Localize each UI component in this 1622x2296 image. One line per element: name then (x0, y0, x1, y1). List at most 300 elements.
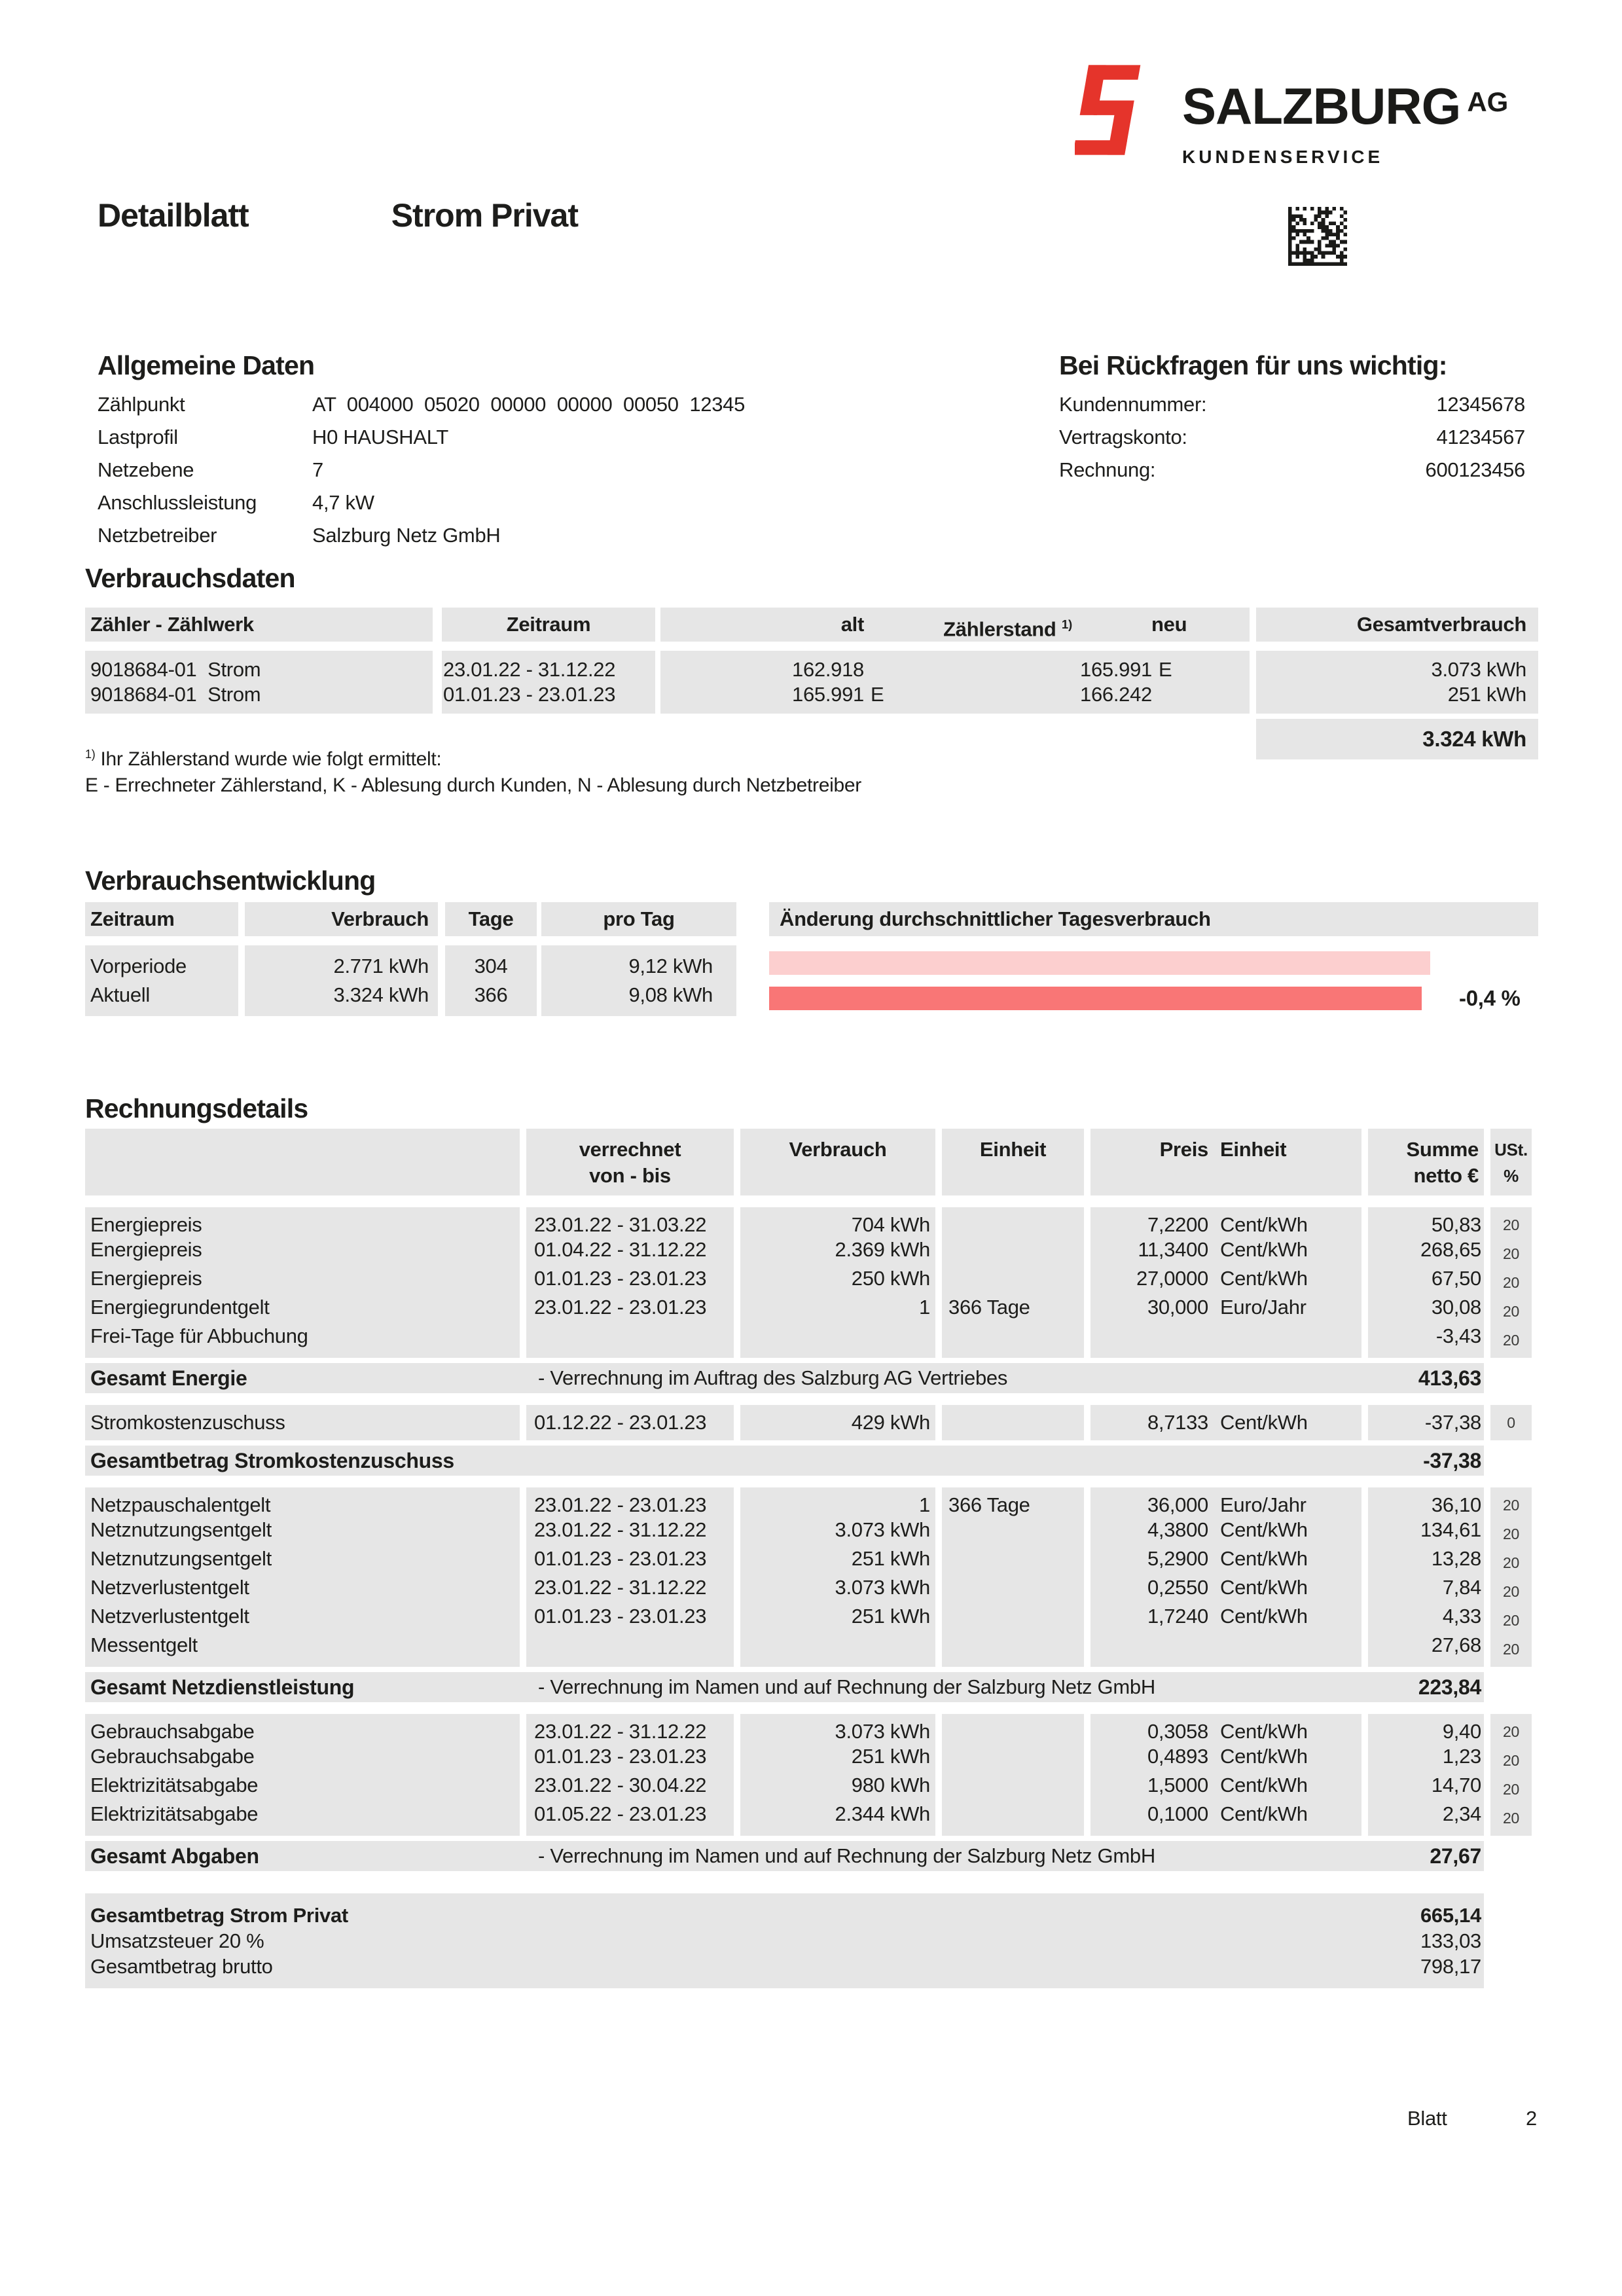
section-rechnungsdetails (85, 1093, 1538, 1988)
col-header-zaehlerstand (864, 608, 1151, 642)
preis-cell (1090, 1266, 1361, 1295)
position-label: Netznutzungsentgelt (85, 1546, 520, 1575)
field-value: 600123456 (1425, 458, 1525, 481)
preis-label: Preis (1159, 1138, 1208, 1161)
invoice-row (85, 1324, 1538, 1358)
summe-cell: -3,43 (1368, 1324, 1484, 1358)
ust-cell: 20 (1490, 1633, 1532, 1667)
salzburg-ag-logo-icon (1075, 64, 1161, 156)
rueckfragen-list (1059, 388, 1525, 486)
summe-cell: 4,33 (1368, 1604, 1484, 1633)
preis-value: 5,2900 (1147, 1547, 1208, 1570)
field-value: H0 HAUSHALT (312, 426, 449, 448)
preis-cell (1090, 1487, 1361, 1518)
summary-value: 665,14 (1420, 1904, 1481, 1927)
menge-cell: 251 kWh (740, 1546, 935, 1575)
menge-cell: 2.369 kWh (740, 1237, 935, 1266)
einheit-cell (942, 1237, 1084, 1266)
list-item (98, 454, 981, 486)
header-line: netto € (1413, 1164, 1479, 1187)
reading-neu: 166.242 (1080, 683, 1152, 706)
menge-cell: 1 (740, 1487, 935, 1518)
position-label: Elektrizitätsabgabe (85, 1773, 520, 1802)
invoice-row (85, 1575, 1538, 1604)
period-cell: 01.12.22 - 23.01.23 (526, 1405, 734, 1440)
total-value: -37,38 (1423, 1448, 1481, 1472)
field-label: Netzbetreiber (98, 524, 217, 547)
data-matrix-code (1288, 207, 1347, 266)
col-header-meter: Zähler - Zählwerk (85, 608, 433, 642)
header-line: verrechnet (579, 1138, 681, 1161)
preis-value: 11,3400 (1138, 1238, 1208, 1261)
ust-cell: 20 (1490, 1518, 1532, 1546)
spacer (1181, 682, 1250, 707)
reading-neu: 165.991 (1080, 658, 1152, 681)
col-header-preis (1090, 1129, 1361, 1195)
summe-cell: 30,08 (1368, 1295, 1484, 1324)
list-item (98, 388, 981, 421)
total-value: 413,63 (1418, 1366, 1481, 1390)
einheit-cell (942, 1802, 1084, 1836)
footer-label: Blatt (1407, 2107, 1447, 2130)
period-cell: 23.01.22 - 23.01.23 (526, 1487, 734, 1518)
summe-cell: 2,34 (1368, 1802, 1484, 1836)
field-label: Netzebene (98, 458, 194, 481)
invoice-row (85, 1714, 1538, 1744)
einheit-cell (942, 1773, 1084, 1802)
brand-header (1075, 64, 1508, 168)
total-label: Gesamt Energie (90, 1366, 247, 1390)
ust-cell: 20 (1490, 1266, 1532, 1295)
period-cell: 23.01.22 - 31.12.22 (526, 1714, 734, 1744)
einheit-cell (942, 1207, 1084, 1237)
preis-value: 30,000 (1147, 1296, 1208, 1319)
preis-value (1090, 1324, 1208, 1353)
menge-cell: 704 kWh (740, 1207, 935, 1237)
verbrauch-cell: 2.771 kWh (245, 945, 438, 981)
preis-cell (1090, 1604, 1361, 1633)
product-title: Strom Privat (391, 197, 579, 234)
preis-einheit: Euro/Jahr (1220, 1296, 1307, 1319)
field-value: 7 (312, 458, 323, 481)
preis-value: 27,0000 (1136, 1267, 1208, 1290)
position-label: Netznutzungsentgelt (85, 1518, 520, 1546)
invoice-row (85, 1405, 1538, 1440)
position-label: Stromkostenzuschuss (85, 1405, 520, 1440)
einheit-cell (942, 1518, 1084, 1546)
col-header-period: Zeitraum (442, 608, 655, 642)
section-total-row (85, 1672, 1484, 1702)
preis-value: 0,3058 (1147, 1720, 1208, 1743)
einheit-cell (942, 1546, 1084, 1575)
invoice-section-abgaben (85, 1714, 1538, 1871)
brand-subline: KUNDENSERVICE (1182, 147, 1384, 167)
invoice-summary (85, 1893, 1484, 1988)
menge-cell (740, 1633, 935, 1667)
invoice-row (85, 1207, 1538, 1237)
table-row (85, 981, 1538, 1016)
preis-cell (1090, 1744, 1361, 1773)
verbrauchsdaten-body (85, 651, 1538, 714)
invoice-row (85, 1633, 1538, 1667)
invoice-rows (85, 1714, 1538, 1836)
ust-cell: 20 (1490, 1487, 1532, 1518)
summe-cell: 268,65 (1368, 1237, 1484, 1266)
invoice-section-energie (85, 1207, 1538, 1393)
reading-alt-flag: E (871, 683, 884, 706)
preis-value (1090, 1633, 1208, 1662)
period-cell: 01.04.22 - 31.12.22 (526, 1237, 734, 1266)
section-heading: Allgemeine Daten (98, 350, 315, 380)
zaehlerstand-label: Zählerstand (943, 617, 1056, 641)
period-cell (526, 1324, 734, 1358)
field-label: Zählpunkt (98, 393, 185, 416)
footnote-ref: 1) (1061, 617, 1072, 631)
invoice-row (85, 1546, 1538, 1575)
invoice-rows (85, 1405, 1538, 1440)
field-value: 41234567 (1436, 426, 1525, 448)
invoice-row (85, 1518, 1538, 1546)
preis-cell (1090, 1802, 1361, 1836)
position-label: Energiepreis (85, 1207, 520, 1237)
summe-cell: 13,28 (1368, 1546, 1484, 1575)
col-header-gesamtverbrauch: Gesamtverbrauch (1256, 608, 1538, 642)
preis-value: 4,3800 (1147, 1518, 1208, 1541)
einheit-cell (942, 1633, 1084, 1667)
preis-value: 7,2200 (1147, 1213, 1208, 1236)
change-percentage-label: -0,4 % (1459, 986, 1521, 1010)
ust-cell: 20 (1490, 1744, 1532, 1773)
header-line: % (1504, 1166, 1519, 1186)
list-item (1059, 421, 1525, 454)
col-header-zeitraum: Zeitraum (85, 902, 238, 936)
total-note: - Verrechnung im Auftrag des Salzburg AG Vertriebes (538, 1366, 1008, 1389)
preis-value: 8,7133 (1147, 1411, 1208, 1434)
period-cell (526, 1633, 734, 1667)
header-line: Summe (1406, 1138, 1479, 1161)
total-label: Gesamt Netzdienstleistung (90, 1675, 355, 1699)
col-header-einheit: Einheit (942, 1129, 1084, 1195)
brand-suffix: AG (1467, 86, 1509, 117)
preis-cell (1090, 1575, 1361, 1604)
invoice-row (85, 1237, 1538, 1266)
col-header-verrechnet (526, 1129, 734, 1195)
zeitraum-cell: Aktuell (85, 981, 238, 1016)
menge-cell: 250 kWh (740, 1266, 935, 1295)
einheit-cell (942, 1405, 1084, 1440)
field-value: AT 004000 05020 00000 00000 00050 12345 (312, 393, 746, 416)
readings-cell (660, 682, 1250, 714)
summe-cell: 134,61 (1368, 1518, 1484, 1546)
summe-cell: 9,40 (1368, 1714, 1484, 1744)
period-cell: 01.01.23 - 23.01.23 (442, 682, 655, 714)
col-header-verbrauch: Verbrauch (245, 902, 438, 936)
menge-cell: 251 kWh (740, 1604, 935, 1633)
einheit-cell (942, 1604, 1084, 1633)
list-item (98, 486, 981, 519)
menge-cell: 3.073 kWh (740, 1575, 935, 1604)
position-label: Netzverlustentgelt (85, 1575, 520, 1604)
summe-cell: 36,10 (1368, 1487, 1484, 1518)
menge-cell: 980 kWh (740, 1773, 935, 1802)
section-heading: Rechnungsdetails (85, 1093, 308, 1123)
preis-value: 0,1000 (1147, 1802, 1208, 1825)
period-cell: 23.01.22 - 30.04.22 (526, 1773, 734, 1802)
menge-cell: 429 kWh (740, 1405, 935, 1440)
einheit-cell (942, 1266, 1084, 1295)
footnote-ref: 1) (85, 748, 96, 761)
position-label: Gebrauchsabgabe (85, 1744, 520, 1773)
ust-cell: 20 (1490, 1773, 1532, 1802)
summary-label: Gesamtbetrag Strom Privat (90, 1904, 348, 1927)
period-cell: 23.01.22 - 31.12.22 (526, 1575, 734, 1604)
position-label: Netzpauschalentgelt (85, 1487, 520, 1518)
pro-tag-cell: 9,08 kWh (541, 981, 736, 1016)
col-header-verbrauch: Verbrauch (740, 1129, 935, 1195)
invoice-section-stromkostenzuschuss (85, 1405, 1538, 1476)
ust-cell: 20 (1490, 1714, 1532, 1744)
invoice-row (85, 1802, 1538, 1836)
bar-track (769, 951, 1430, 975)
bar-cell (769, 981, 1538, 1016)
einheit-cell: 366 Tage (942, 1295, 1084, 1324)
preis-einheit: Cent/kWh (1220, 1745, 1308, 1768)
menge-cell: 251 kWh (740, 1744, 935, 1773)
position-label: Messentgelt (85, 1633, 520, 1667)
total-value: 27,67 (1430, 1844, 1481, 1868)
preis-einheit-label: Einheit (1220, 1138, 1287, 1161)
position-label: Gebrauchsabgabe (85, 1714, 520, 1744)
verbrauch-cell: 3.324 kWh (245, 981, 438, 1016)
ust-cell: 0 (1490, 1405, 1532, 1440)
einheit-cell (942, 1575, 1084, 1604)
summe-cell: -37,38 (1368, 1405, 1484, 1440)
preis-cell (1090, 1237, 1361, 1266)
position-label: Elektrizitätsabgabe (85, 1802, 520, 1836)
menge-cell: 3.073 kWh (740, 1714, 935, 1744)
doc-type-title: Detailblatt (98, 197, 249, 234)
preis-einheit: Cent/kWh (1220, 1213, 1308, 1236)
ust-cell: 20 (1490, 1575, 1532, 1604)
col-header-empty (85, 1129, 520, 1195)
preis-cell (1090, 1518, 1361, 1546)
preis-einheit: Cent/kWh (1220, 1547, 1308, 1570)
invoice-row (85, 1266, 1538, 1295)
total-label: Gesamtbetrag Stromkostenzuschuss (90, 1448, 454, 1472)
period-cell: 01.01.23 - 23.01.23 (526, 1266, 734, 1295)
reading-neu-flag (1152, 682, 1181, 707)
col-header-ust (1490, 1129, 1532, 1195)
summary-label: Gesamtbetrag brutto (90, 1955, 273, 1978)
field-label: Rechnung: (1059, 458, 1156, 481)
einheit-cell: 366 Tage (942, 1487, 1084, 1518)
ust-cell: 20 (1490, 1237, 1532, 1266)
period-cell: 23.01.22 - 31.12.22 (442, 651, 655, 682)
pro-tag-cell: 9,12 kWh (541, 945, 736, 981)
preis-einheit: Cent/kWh (1220, 1411, 1308, 1434)
period-cell: 01.01.23 - 23.01.23 (526, 1604, 734, 1633)
field-value: 12345678 (1436, 393, 1525, 416)
total-value: 223,84 (1418, 1675, 1481, 1699)
position-label: Frei-Tage für Abbuchung (85, 1324, 520, 1358)
preis-cell (1090, 1295, 1361, 1324)
footnote-line-1 (85, 741, 1256, 773)
preis-value: 0,4893 (1147, 1745, 1208, 1768)
gesamtverbrauch-total: 3.324 kWh (1256, 719, 1538, 759)
section-verbrauchsdaten (85, 563, 1538, 799)
section-total-row (85, 1363, 1484, 1393)
invoice-row (85, 1773, 1538, 1802)
menge-cell: 2.344 kWh (740, 1802, 935, 1836)
ust-cell: 20 (1490, 1604, 1532, 1633)
col-header-pro-tag: pro Tag (541, 902, 736, 936)
preis-cell (1090, 1633, 1361, 1667)
ust-cell: 20 (1490, 1295, 1532, 1324)
preis-cell (1090, 1405, 1361, 1440)
position-label: Energiepreis (85, 1266, 520, 1295)
header-line: von - bis (589, 1164, 671, 1187)
preis-einheit: Cent/kWh (1220, 1576, 1308, 1599)
total-label: Gesamt Abgaben (90, 1844, 259, 1868)
header-line: USt. (1494, 1140, 1528, 1159)
bar-track (769, 987, 1430, 1010)
summary-value: 133,03 (1420, 1929, 1481, 1952)
einheit-cell (942, 1324, 1084, 1358)
list-item (98, 421, 981, 454)
menge-cell: 1 (740, 1295, 935, 1324)
page-number: 2 (1526, 2107, 1537, 2130)
col-header-alt: alt (840, 613, 864, 636)
daily-consumption-bar (769, 951, 1430, 975)
invoice-section-netzdienstleistung (85, 1487, 1538, 1702)
summary-label: Umsatzsteuer 20 % (90, 1929, 264, 1952)
preis-einheit: Cent/kWh (1220, 1267, 1308, 1290)
invoice-row (85, 1487, 1538, 1518)
period-cell: 23.01.22 - 31.12.22 (526, 1518, 734, 1546)
total-cell: 251 kWh (1256, 682, 1538, 714)
zeitraum-cell: Vorperiode (85, 945, 238, 981)
preis-value: 0,2550 (1147, 1576, 1208, 1599)
brand-name: SALZBURG (1182, 77, 1461, 135)
summe-cell: 50,83 (1368, 1207, 1484, 1237)
spacer (1181, 657, 1250, 682)
invoice-rows (85, 1487, 1538, 1667)
col-header-aenderung: Änderung durchschnittlicher Tagesverbrauch (769, 902, 1538, 936)
spacer (893, 657, 956, 682)
page-title (98, 196, 578, 234)
preis-einheit: Euro/Jahr (1220, 1493, 1307, 1516)
list-item (1059, 454, 1525, 486)
table-row (85, 682, 1538, 714)
preis-cell (1090, 1546, 1361, 1575)
einheit-cell (942, 1744, 1084, 1773)
daily-consumption-bar (769, 987, 1422, 1010)
summe-cell: 1,23 (1368, 1744, 1484, 1773)
col-header-tage: Tage (445, 902, 537, 936)
meter-reading-footnote (85, 719, 1256, 799)
menge-cell (740, 1324, 935, 1358)
col-header-summe (1368, 1129, 1484, 1195)
rechnungsdetails-header-row (85, 1129, 1538, 1195)
invoice-row (85, 1604, 1538, 1633)
menge-cell: 3.073 kWh (740, 1518, 935, 1546)
period-cell: 01.01.23 - 23.01.23 (526, 1546, 734, 1575)
field-label: Vertragskonto: (1059, 426, 1187, 448)
section-allgemeine-daten (98, 350, 981, 552)
col-header-neu: neu (1151, 613, 1187, 636)
section-rueckfragen (1059, 350, 1525, 486)
reading-alt: 165.991 (792, 683, 864, 706)
summe-cell: 27,68 (1368, 1633, 1484, 1667)
verbrauchsdaten-header-row (85, 608, 1538, 642)
preis-value: 36,000 (1147, 1493, 1208, 1516)
period-cell: 01.01.23 - 23.01.23 (526, 1744, 734, 1773)
spacer (893, 682, 956, 707)
summe-cell: 7,84 (1368, 1575, 1484, 1604)
field-label: Lastprofil (98, 426, 178, 448)
summary-row (85, 1903, 1484, 1928)
position-label: Energiegrundentgelt (85, 1295, 520, 1324)
invoice-rows (85, 1207, 1538, 1358)
summary-row (85, 1954, 1484, 1979)
field-value: 4,7 kW (312, 491, 374, 514)
section-total-row (85, 1446, 1484, 1476)
ust-cell: 20 (1490, 1546, 1532, 1575)
col-header-readings (660, 608, 1250, 642)
preis-value: 1,5000 (1147, 1774, 1208, 1796)
summary-value: 798,17 (1420, 1955, 1481, 1978)
page-footer (1407, 2107, 1537, 2130)
tage-cell: 304 (445, 945, 537, 981)
preis-einheit: Cent/kWh (1220, 1720, 1308, 1743)
total-note: - Verrechnung im Namen und auf Rechnung der Salzburg Netz GmbH (538, 1675, 1155, 1698)
ust-cell: 20 (1490, 1802, 1532, 1836)
reading-alt: 162.918 (792, 658, 864, 681)
period-cell: 23.01.22 - 31.03.22 (526, 1207, 734, 1237)
field-label: Kundennummer: (1059, 393, 1207, 416)
bar-cell (769, 945, 1538, 981)
field-value: Salzburg Netz GmbH (312, 524, 501, 547)
invoice-row (85, 1295, 1538, 1324)
field-label: Anschlussleistung (98, 491, 257, 514)
total-note: - Verrechnung im Namen und auf Rechnung der Salzburg Netz GmbH (538, 1844, 1155, 1867)
footnote-line-2: E - Errechneter Zählerstand, K - Ablesung durch Kunden, N - Ablesung durch Netzbetreiber (85, 774, 861, 796)
meter-cell: 9018684-01 Strom (85, 651, 433, 682)
list-item (1059, 388, 1525, 421)
section-verbrauchsentwicklung (85, 866, 1538, 1016)
section-heading: Verbrauchsdaten (85, 563, 295, 593)
position-label: Netzverlustentgelt (85, 1604, 520, 1633)
preis-cell (1090, 1773, 1361, 1802)
position-label: Energiepreis (85, 1237, 520, 1266)
readings-cell (660, 651, 1250, 682)
ust-cell: 20 (1490, 1207, 1532, 1237)
section-heading: Bei Rückfragen für uns wichtig: (1059, 350, 1447, 380)
summary-row (85, 1928, 1484, 1954)
summe-cell: 14,70 (1368, 1773, 1484, 1802)
allgemeine-daten-list (98, 388, 981, 552)
preis-einheit: Cent/kWh (1220, 1518, 1308, 1541)
preis-einheit: Cent/kWh (1220, 1774, 1308, 1796)
ust-cell: 20 (1490, 1324, 1532, 1358)
preis-einheit: Cent/kWh (1220, 1238, 1308, 1261)
table-row (85, 945, 1538, 981)
reading-neu-flag: E (1159, 658, 1172, 681)
preis-einheit: Cent/kWh (1220, 1802, 1308, 1825)
tage-cell: 366 (445, 981, 537, 1016)
invoice-row (85, 1744, 1538, 1773)
preis-value: 1,7240 (1147, 1605, 1208, 1628)
